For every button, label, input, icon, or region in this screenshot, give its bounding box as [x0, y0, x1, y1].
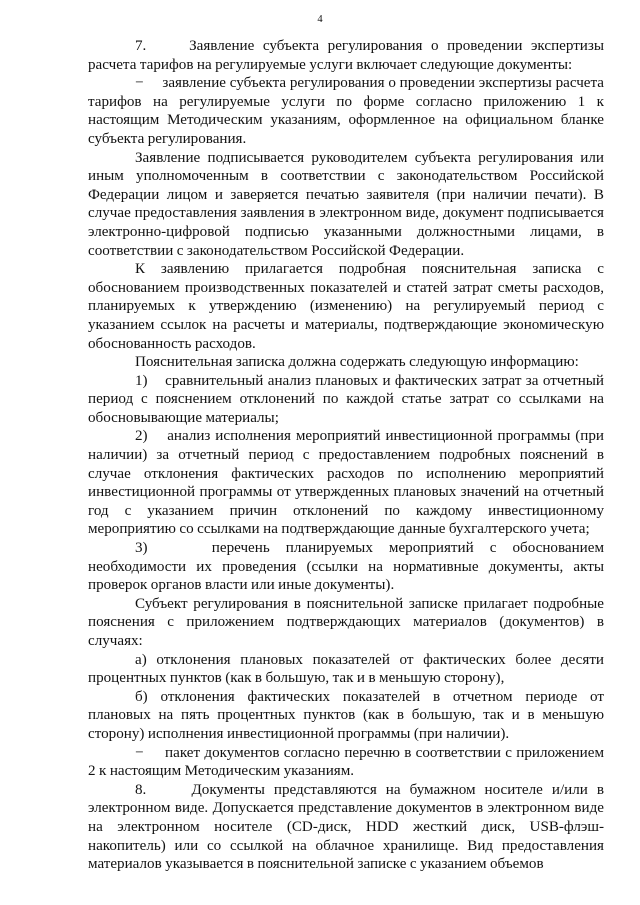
document-body [88, 37, 604, 874]
paragraph-deviation-cases: Субъект регулирования в пояснительной записке прилагает подробные пояснения с приложением подтверждающих материалов (документов) в случаях: [88, 595, 604, 649]
page-number: 4 [317, 14, 323, 25]
paragraph-note-contents: Пояснительная записка должна содержать следующую информацию: [135, 354, 579, 371]
paragraph-documents-package: − пакет документов согласно перечню в соответствии с приложением 2 к настоящим Методическим указаниям. [88, 744, 604, 780]
paragraph-point-2: 2) анализ исполнения мероприятий инвестиционной программы (при наличии) за отчетный период с предоставлением подробных пояснений в случае отклонения фактических расходов по исполнению мероприятий инвестиционной программы от утвержденных плановых значений на отчетный год с указанием причин отклонений по каждому инвестиционному мероприятию со ссылками на подтверждающие данные бухгалтерского учета; [88, 428, 604, 538]
paragraph-explanatory-note: К заявлению прилагается подробная пояснительная записка с обоснованием производственных показателей и статей затрат сметы расходов, планируемых к утверждению (изменению) на регулируемый период с указанием ссылок на расчеты и материалы, подтверждающие экономическую обоснованность расходов. [88, 261, 604, 352]
paragraph-case-a: а) отклонения плановых показателей от фактических более десяти процентных пунктов (как в большую, так и в меньшую сторону), [88, 651, 604, 687]
paragraph-point-1: 1) сравнительный анализ плановых и фактических затрат за отчетный период с пояснением отклонений по каждой статье затрат со ссылками на обосновывающие материалы; [88, 372, 604, 426]
paragraph-application-form: − заявление субъекта регулирования о проведении экспертизы расчета тарифов на регулируемые услуги по форме согласно приложению 1 к настоящим Методическим указаниям, оформленное на официальном бланке субъекта регулирования. [88, 75, 604, 147]
paragraph-case-b: б) отклонения фактических показателей в отчетном периоде от плановых на пять процентных пунктов (как в большую, так и в меньшую сторону) исполнения инвестиционной программы (при наличии). [88, 688, 604, 742]
paragraph-item-7: 7. Заявление субъекта регулирования о проведении экспертизы расчета тарифов на регулируемые услуги включает следующие документы: [88, 38, 604, 73]
paragraph-signature: Заявление подписывается руководителем субъекта регулирования или иным уполномоченным в соответствии с законодательством Российской Федерации лицом и заверяется печатью заявителя (при наличии печати). В случае предоставления заявления в электронном виде, документ подписывается электронно-цифровой подписью указанными должностными лицами, в соответствии с законодательством Российской Федерации. [88, 149, 604, 259]
paragraph-item-8: 8. Документы представляются на бумажном носителе и/или в электронном виде. Допускается представление документов в электронном виде на электронном носителе (CD-диск, HDD жесткий диск, USB-флэш-накопитель) или со ссылкой на облачное хранилище. Вид предоставления материалов указывается в пояснительной записке с указанием объемов [88, 781, 604, 873]
paragraph-point-3: 3) перечень планируемых мероприятий с обоснованием необходимости их проведения (ссылки на нормативные документы, акты проверок органов власти или иные документы). [88, 540, 604, 594]
